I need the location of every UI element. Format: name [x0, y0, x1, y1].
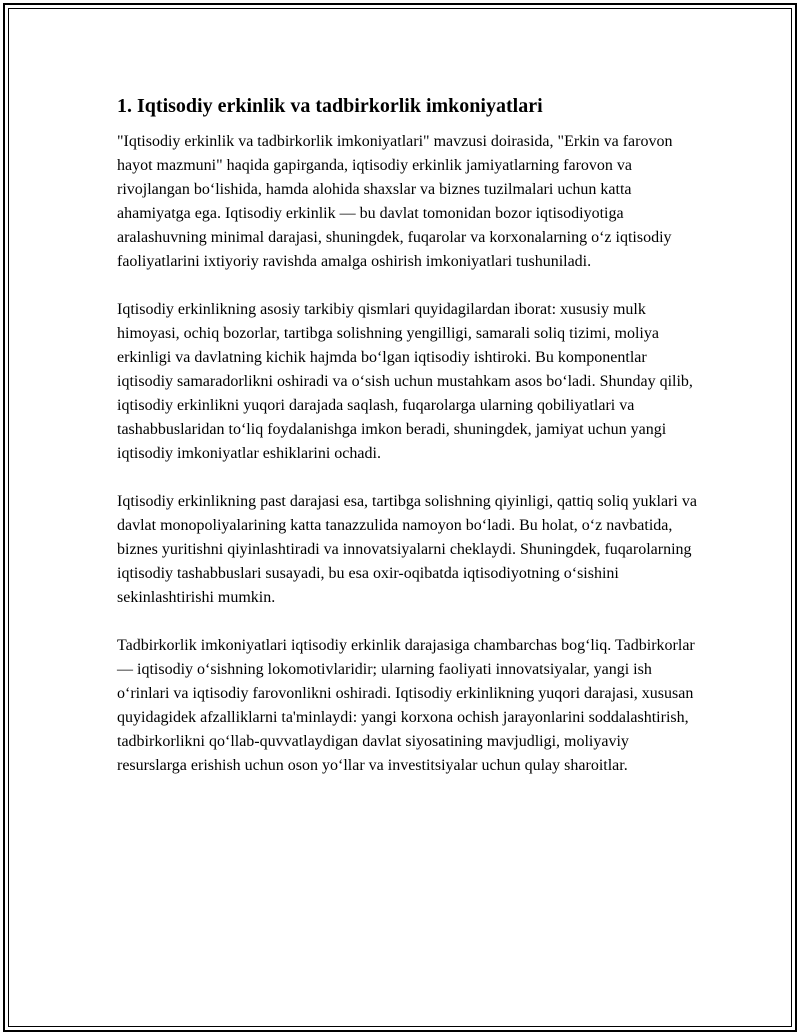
paragraph-2: Iqtisodiy erkinlikning asosiy tarkibiy qismlari quyidagilardan iborat: xususiy mulk himoyasi, ochiq bozorlar, tartibga solishning yengilligi, samarali soliq tizimi, moliya erkinligi va davlatning kichik hajmda boʻlgan iqtisodiy ishtiroki. Bu komponentlar iqtisodiy samaradorlikni oshiradi va oʻsish uchun mustahkam asos boʻladi. Shunday qilib, iqtisodiy erkinlikni yuqori darajada saqlash, fuqarolarga ularning qobiliyatlari va tashabbuslaridan toʻliq foydalanishga imkon beradi, shuningdek, jamiyat uchun yangi iqtisodiy imkoniyatlar eshiklarini ochadi. — [117, 301, 693, 462]
section-heading: 1. Iqtisodiy erkinlik va tadbirkorlik imkoniyatlari — [117, 95, 543, 117]
paragraph-3: Iqtisodiy erkinlikning past darajasi esa, tartibga solishning qiyinligi, qattiq soliq yuklari va davlat monopoliyalarining katta tanazzulida namoyon boʻladi. Bu holat, oʻz navbatida, biznes yuritishni qiyinlashtiradi va innovatsiyalarni cheklaydi. Shuningdek, fuqarolarning iqtisodiy tashabbuslari susayadi, bu esa oxir-oqibatda iqtisodiyotning oʻsishini sekinlashtirishi mumkin. — [117, 493, 697, 606]
document-body — [117, 92, 697, 802]
paragraph-1: "Iqtisodiy erkinlik va tadbirkorlik imkoniyatlari" mavzusi doirasida, "Erkin va farovon hayot mazmuni" haqida gapirganda, iqtisodiy erkinlik jamiyatlarning farovon va rivojlangan boʻlishida, hamda alohida shaxslar va biznes tuzilmalari uchun katta ahamiyatga ega. Iqtisodiy erkinlik — bu davlat tomonidan bozor iqtisodiyotiga aralashuvning minimal darajasi, shuningdek, fuqarolar va korxonalarning oʻz iqtisodiy faoliyatlarini ixtiyoriy ravishda amalga oshirish imkoniyatlari tushuniladi. — [117, 133, 673, 270]
paragraph-4: Tadbirkorlik imkoniyatlari iqtisodiy erkinlik darajasiga chambarchas bogʻliq. Tadbirkorlar — iqtisodiy oʻsishning lokomotivlaridir; ularning faoliyati innovatsiyalar, yangi ish oʻrinlari va iqtisodiy farovonlikni oshiradi. Iqtisodiy erkinlikning yuqori darajasi, xususan quyidagidek afzalliklarni ta'minlaydi: yangi korxona ochish jarayonlarini soddalashtirish, tadbirkorlikni qoʻllab-quvvatlaydigan davlat siyosatining mavjudligi, moliyaviy resurslarga erishish uchun oson yoʻllar va investitsiyalar uchun qulay sharoitlar. — [117, 637, 695, 774]
